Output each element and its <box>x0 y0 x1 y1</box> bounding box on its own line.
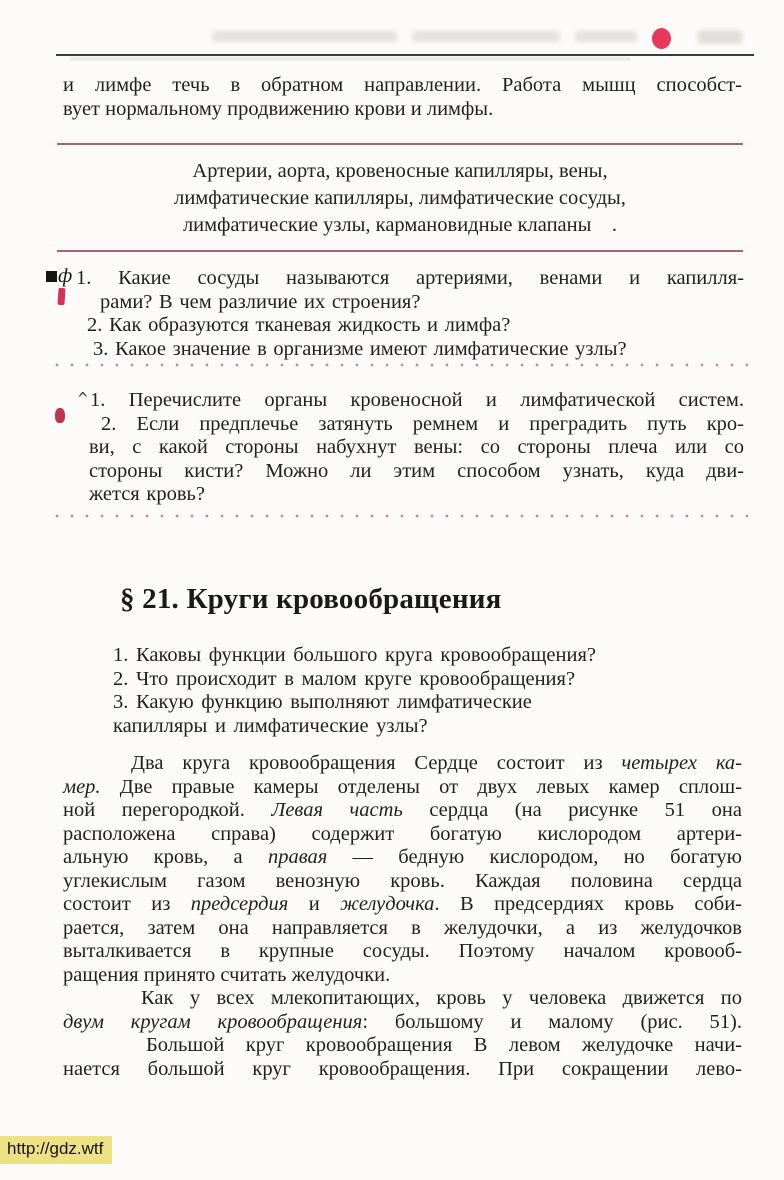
faded-page-number <box>698 30 742 44</box>
text-line <box>63 776 742 800</box>
text-line <box>89 413 744 437</box>
text: жется кровь? <box>89 483 205 505</box>
text-line <box>63 98 742 122</box>
text: 3. Какое значение в организме имеют лимфатические узлы? <box>93 337 627 360</box>
text-line <box>113 644 713 668</box>
text: 2. Если предплечье затянуть ремнем и преградить путь кро- <box>101 412 744 435</box>
text: . В предсердиях кровь соби- <box>434 893 742 915</box>
text: ращения принято считать желудочки. <box>63 963 391 986</box>
text-line <box>113 715 713 739</box>
text: выталкивается в крупные сосуды. Поэтому началом кровооб- <box>63 940 742 962</box>
text: — бедную кислородом, но богатую <box>327 846 742 868</box>
square-bullet-icon <box>46 271 57 282</box>
text-line <box>57 158 743 185</box>
text-line <box>113 668 713 692</box>
italic-text: мер. <box>63 775 101 798</box>
section-questions <box>113 644 713 738</box>
text-line <box>63 917 742 941</box>
text-line <box>57 212 743 239</box>
text-line <box>63 846 742 870</box>
faded-running-head <box>212 31 397 42</box>
text-line <box>63 799 742 823</box>
red-mark-icon <box>57 288 65 305</box>
text: Две правые камеры отделены от двух левых камер сплош- <box>100 775 742 798</box>
section-title: § 21. Круги кровообращения <box>120 583 502 615</box>
text-line <box>89 483 744 507</box>
text: ви, с какой стороны набухнут вены: со стороны плеча или со <box>89 436 744 458</box>
italic-text: Левая часть <box>271 799 403 821</box>
text-line <box>63 1011 742 1035</box>
text-line <box>76 338 744 362</box>
text: сердца (на рисунке 51 она <box>402 799 742 821</box>
text: стороны кисти? Можно ли этим способом узнать, куда дви- <box>89 459 744 482</box>
text-line <box>113 691 713 715</box>
text-line <box>57 185 743 212</box>
faded-running-head <box>412 31 560 42</box>
text: ной перегородкой. <box>63 799 272 821</box>
text: : большому и малому (рис. 51). <box>362 1010 742 1033</box>
text-line <box>76 291 744 315</box>
chapter-dot-icon <box>652 28 671 49</box>
text: и <box>288 893 341 915</box>
header-rule <box>56 54 754 56</box>
faded-running-head <box>575 31 637 42</box>
text: Большой круг кровообращения В левом желудочке начи- <box>146 1034 742 1056</box>
text: вует нормальному продвижению крови и лимфы. <box>63 97 494 120</box>
text-line <box>63 964 742 988</box>
text-line <box>63 74 742 98</box>
italic-text: двум кругам кровообращения <box>63 1010 363 1033</box>
italic-text: правая <box>267 846 328 868</box>
text: рами? В чем различие их строения? <box>100 290 421 313</box>
text: углекислым газом венозную кровь. Каждая половина сердца <box>63 869 742 892</box>
text: 3. Какую функцию выполняют лимфатические <box>113 691 532 713</box>
text: 1. Какие сосуды называются артериями, венами и капилля- <box>76 267 744 289</box>
text-line <box>76 314 744 338</box>
dotted-separator <box>55 363 748 368</box>
red-drop-icon <box>55 408 65 423</box>
text: нается большой круг кровообращения. При сокращении лево- <box>63 1057 742 1080</box>
text: лимфатические узлы, кармановидные клапаны . <box>182 214 618 236</box>
text: Артерии, аорта, кровеносные капилляры, вены, <box>192 160 608 182</box>
dotted-separator <box>55 514 748 519</box>
text-line <box>63 870 742 894</box>
text: 1. Каковы функции большого круга кровообращения? <box>113 644 596 666</box>
text-line <box>89 436 744 460</box>
text-line <box>63 1034 742 1058</box>
text: 2. Что происходит в малом круге кровообращения? <box>113 667 576 690</box>
text: расположена справа) содержит богатую кислородом артери- <box>63 822 742 845</box>
text: 1. Перечислите органы кровеносной и лимфатической систем. <box>90 389 744 411</box>
italic-text: четырех ка- <box>621 752 742 774</box>
text: Два круга кровообращения Сердце состоит из <box>131 752 622 774</box>
text-line <box>63 1058 742 1082</box>
text: и лимфе течь в обратном направлении. Работа мышц способст- <box>63 74 742 96</box>
intro-paragraph <box>63 74 742 121</box>
text-line <box>63 823 742 847</box>
questions-block-1 <box>76 267 744 361</box>
watermark: http://gdz.wtf <box>0 1136 112 1164</box>
questions-block-2 <box>89 389 744 507</box>
keywords-rule-top <box>57 143 743 145</box>
text-line <box>63 987 742 1011</box>
italic-text: желудочка <box>340 893 435 915</box>
text-line <box>63 940 742 964</box>
body-text <box>63 752 742 1081</box>
text: Как у всех млекопитающих, кровь у человека движется по <box>141 987 742 1009</box>
text: 2. Как образуются тканевая жидкость и лимфа? <box>87 314 511 336</box>
phi-glyph: ф <box>58 265 73 287</box>
text-line <box>76 267 744 291</box>
text: рается, затем она направляется в желудочки, а из желудочков <box>63 916 742 939</box>
text-line <box>89 389 744 413</box>
text-line <box>63 752 742 776</box>
text: альную кровь, а <box>63 846 268 868</box>
questions-marker-icon <box>46 265 72 288</box>
italic-text: предсердия <box>190 893 289 915</box>
keywords-rule-bottom <box>57 250 743 252</box>
text: состоит из <box>63 893 191 915</box>
header-rule-smudge <box>70 58 630 60</box>
text: капилляры и лимфатические узлы? <box>113 714 428 737</box>
caret-mark-icon: ^ <box>78 389 88 408</box>
text-line <box>63 893 742 917</box>
text: лимфатические капилляры, лимфатические сосуды, <box>174 187 626 209</box>
keywords-box <box>57 158 743 239</box>
text-line <box>89 460 744 484</box>
